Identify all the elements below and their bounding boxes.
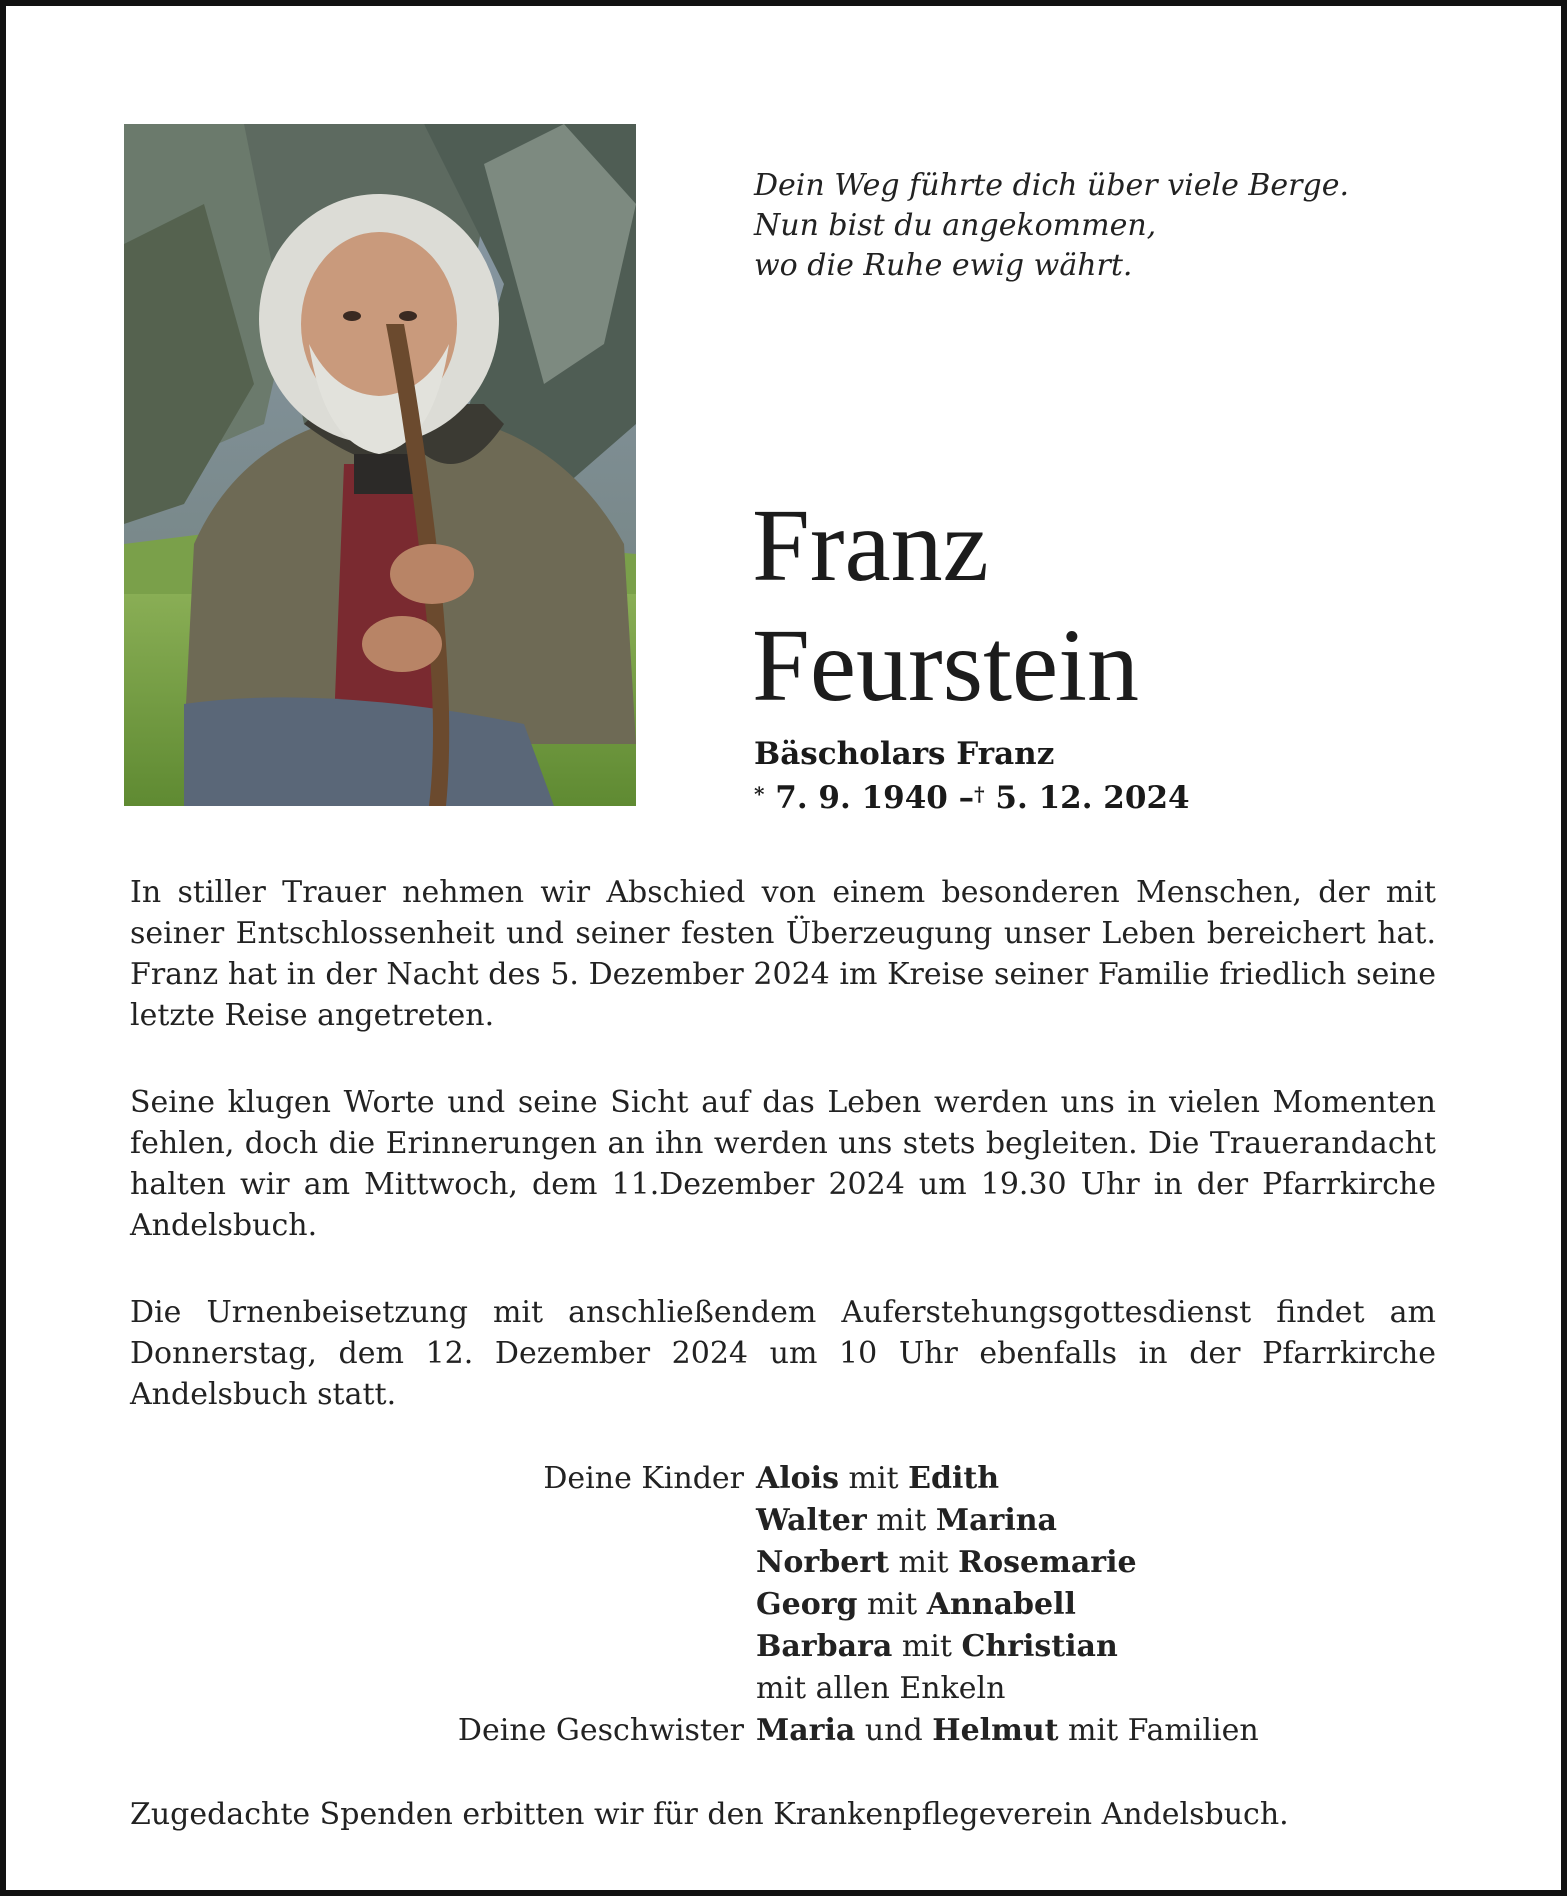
family-row <box>130 1500 1436 1542</box>
child-name: Alois <box>756 1461 839 1496</box>
death-date: 5. 12. 2024 <box>995 780 1190 816</box>
portrait-photo <box>124 124 636 806</box>
sibling-name: Helmut <box>932 1713 1059 1748</box>
sibling-name: Maria <box>756 1713 856 1748</box>
family-row <box>130 1710 1436 1752</box>
paragraph-announcement: In stiller Trauer nehmen wir Abschied von einem besonderen Menschen, der mit seiner Entschlossenheit und seiner festen Überzeugung unser Leben bereichert hat. Franz hat in der Nacht des 5. Dezember 2024 im Kreise seiner Familie friedlich seine letzte Reise angetreten. <box>130 875 1436 1033</box>
grandchildren-text: mit allen Enkeln <box>756 1671 1006 1706</box>
memorial-quote <box>754 166 1349 286</box>
quote-line: Nun bist du angekommen, <box>754 208 1157 243</box>
family-row <box>130 1668 1436 1710</box>
birth-date: 7. 9. 1940 <box>775 780 948 816</box>
partner-name: Edith <box>908 1461 1000 1496</box>
siblings-label: Deine Geschwister <box>457 1713 744 1748</box>
family-row <box>130 1626 1436 1668</box>
child-name: Walter <box>756 1503 867 1538</box>
partner-name: Christian <box>961 1629 1118 1664</box>
birth-symbol: * <box>754 782 765 806</box>
quote-line: Dein Weg führte dich über viele Berge. <box>754 168 1350 203</box>
family-list <box>130 1458 1436 1752</box>
child-name: Norbert <box>756 1545 889 1580</box>
partner-name: Marina <box>935 1503 1057 1538</box>
connector-text: mit <box>901 1629 952 1664</box>
siblings-suffix: mit Familien <box>1068 1713 1259 1748</box>
child-name: Georg <box>756 1587 858 1622</box>
child-name: Barbara <box>756 1629 893 1664</box>
paragraph-burial: Die Urnenbeisetzung mit anschließendem Auferstehungsgottesdienst findet am Donnerstag, dem 12. Dezember 2024 um 10 Uhr ebenfalls in der Pfarrkirche Andelsbuch statt. <box>130 1295 1436 1412</box>
life-dates <box>754 778 1190 818</box>
donation-note: Zugedachte Spenden erbitten wir für den Krankenpflegeverein Andelsbuch. <box>130 1797 1289 1832</box>
paragraph-memorial-service: Seine klugen Worte und seine Sicht auf das Leben werden uns in vielen Momenten fehlen, doch die Erinnerungen an ihn werden uns stets begleiten. Die Trauerandacht halten wir am Mittwoch, dem 11.Dezember 2024 um 19.30 Uhr in der Pfarrkirche Andelsbuch. <box>130 1085 1436 1243</box>
deceased-name <box>752 486 1139 726</box>
partner-name: Annabell <box>926 1587 1076 1622</box>
children-label: Deine Kinder <box>543 1461 744 1496</box>
and-text: und <box>864 1713 923 1748</box>
death-symbol: † <box>974 782 985 806</box>
quote-line: wo die Ruhe ewig währt. <box>754 248 1133 283</box>
nickname: Bäscholars Franz <box>754 736 1055 772</box>
partner-name: Rosemarie <box>958 1545 1137 1580</box>
connector-text: mit <box>867 1587 918 1622</box>
family-row <box>130 1542 1436 1584</box>
family-row <box>130 1458 1436 1500</box>
last-name: Feurstein <box>752 608 1140 723</box>
connector-text: mit <box>848 1461 899 1496</box>
family-row <box>130 1584 1436 1626</box>
date-dash: – <box>958 780 975 816</box>
first-name: Franz <box>752 488 989 603</box>
connector-text: mit <box>876 1503 927 1538</box>
connector-text: mit <box>898 1545 949 1580</box>
